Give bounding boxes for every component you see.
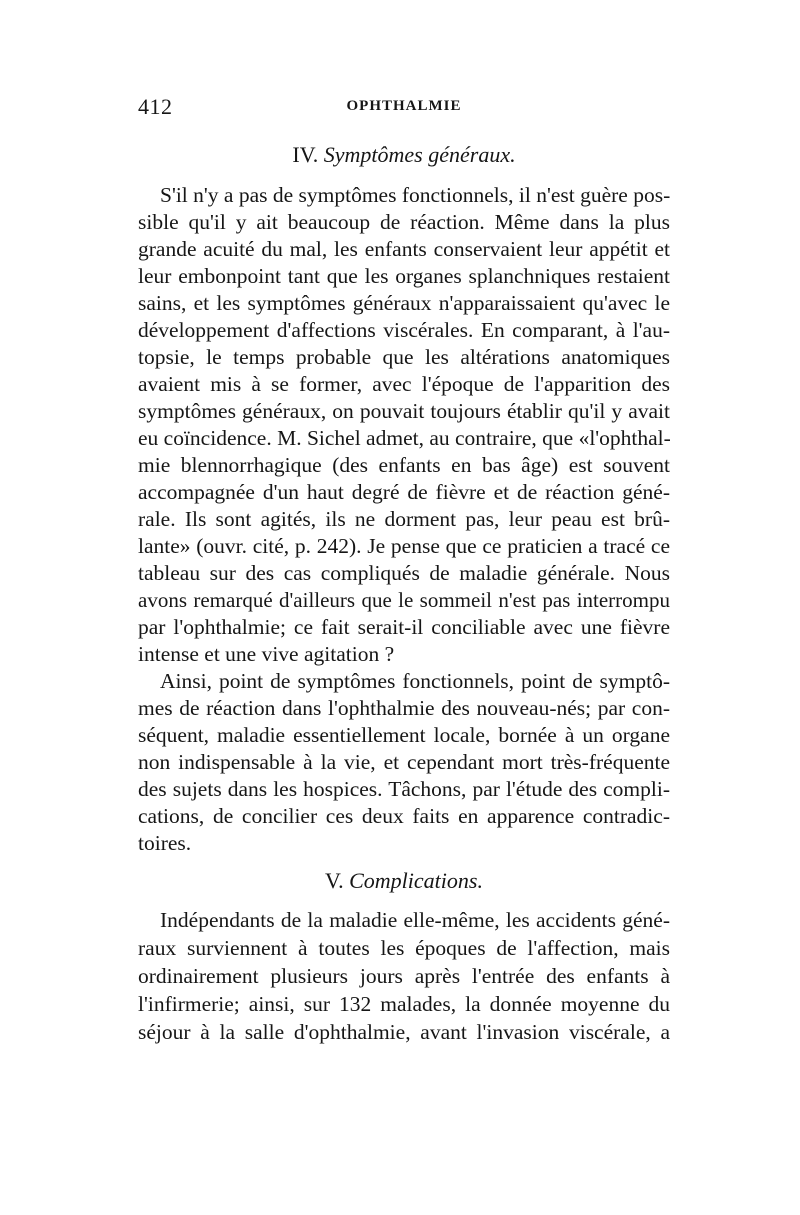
page-header: [138, 94, 670, 124]
text-line: eu coïncidence. M. Sichel admet, au contraire, que «l'ophthal-: [138, 426, 671, 450]
text-line: mie blennorrhagique (des enfants en bas âge) est souvent: [138, 453, 670, 477]
text-line: accompagnée d'un haut degré de fièvre et de réaction géné-: [138, 480, 670, 504]
text-line: sible qu'il y ait beaucoup de réaction. Même dans la plus: [138, 210, 670, 234]
text-line: topsie, le temps probable que les altérations anatomiques: [138, 345, 670, 369]
page-number: 412: [138, 94, 173, 119]
text-line: développement d'affections viscérales. En comparant, à l'au-: [138, 318, 670, 342]
text-line: leur embonpoint tant que les organes splanchniques restaient: [138, 264, 670, 288]
text-line: rale. Ils sont agités, ils ne dorment pas, leur peau est brû-: [138, 507, 670, 531]
text-line: sains, et les symptômes généraux n'apparaissaient qu'avec le: [138, 291, 670, 315]
text-line: des sujets dans les hospices. Tâchons, par l'étude des compli-: [138, 777, 670, 801]
running-title: OPHTHALMIE: [346, 98, 462, 114]
section-iv-number: IV.: [292, 142, 319, 167]
section-v-heading: [138, 868, 670, 894]
text-line: séjour à la salle d'ophthalmie, avant l'invasion viscérale, a: [138, 1020, 670, 1044]
section-iv-title: Symptômes généraux.: [323, 142, 516, 167]
text-line: tableau sur des cas compliqués de maladie générale. Nous: [138, 561, 670, 585]
text-line: l'infirmerie; ainsi, sur 132 malades, la donnée moyenne du: [138, 992, 670, 1016]
text-line: intense et une vive agitation ?: [138, 642, 395, 666]
text-line: non indispensable à la vie, et cependant mort très-fréquente: [138, 750, 670, 774]
text-line: grande acuité du mal, les enfants conservaient leur appétit et: [138, 237, 670, 261]
text-line: Ainsi, point de symptômes fonctionnels, point de symptô-: [160, 669, 670, 693]
text-line: raux surviennent à toutes les époques de l'affection, mais: [138, 936, 670, 960]
section-v-title: Complications.: [349, 868, 483, 893]
text-line: cations, de concilier ces deux faits en apparence contradic-: [138, 804, 670, 828]
text-line: toires.: [138, 831, 192, 855]
text-line: Indépendants de la maladie elle-même, les accidents géné-: [160, 908, 670, 932]
text-line: avons remarqué d'ailleurs que le sommeil n'est pas interrompu: [138, 588, 670, 612]
text-line: mes de réaction dans l'ophthalmie des nouveau-nés; par con-: [138, 696, 670, 720]
text-line: séquent, maladie essentiellement locale, bornée à un organe: [138, 723, 670, 747]
section-iv-heading: [138, 142, 670, 168]
text-line: lante» (ouvr. cité, p. 242). Je pense que ce praticien a tracé ce: [138, 534, 670, 558]
text-line: symptômes généraux, on pouvait toujours établir qu'il y avait: [138, 399, 670, 423]
text-line: avaient mis à se former, avec l'époque de l'apparition des: [138, 372, 670, 396]
section-v-number: V.: [325, 868, 344, 893]
text-line: S'il n'y a pas de symptômes fonctionnels, il n'est guère pos-: [160, 183, 671, 207]
text-line: par l'ophthalmie; ce fait serait-il conciliable avec une fièvre: [138, 615, 670, 639]
text-line: ordinairement plusieurs jours après l'entrée des enfants à: [138, 964, 670, 988]
